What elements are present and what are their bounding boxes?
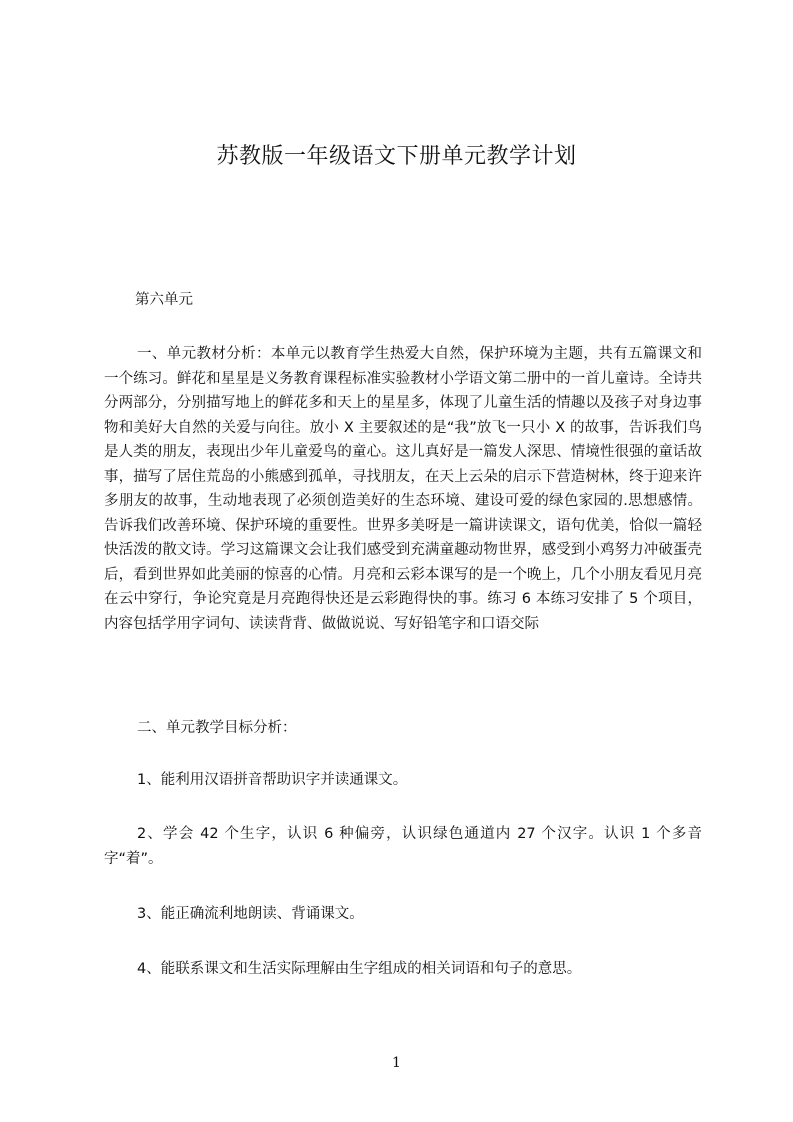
paragraph-goal-1: 1、能利用汉语拼音帮助识字并读通课文。 <box>137 772 408 788</box>
unit-label: 第六单元 <box>135 292 193 308</box>
paragraph-goal-3: 3、能正确流利地朗读、背诵课文。 <box>137 906 364 922</box>
paragraph-goal-4: 4、能联系课文和生活实际理解由生字组成的相关词语和句子的意思。 <box>137 961 582 977</box>
paragraph-goal-2: 2、学会 42 个生字，认识 6 种偏旁，认识绿色通道内 27 个汉字。认识 1 个多音字“着”。 <box>104 826 702 867</box>
paragraph-goals-heading: 二、单元教学目标分析： <box>137 720 297 736</box>
page-number: 1 <box>392 1055 401 1071</box>
document-title: 苏教版一年级语文下册单元教学计划 <box>216 144 577 169</box>
paragraph-unit-analysis: 一、单元教材分析：本单元以教育学生热爱大自然，保护环境为主题，共有五篇课文和一个练习。鲜花和星星是义务教育课程标准实验教材小学语文第二册中的一首儿童诗。全诗共分两部分，分别描写地上的鲜花多和天上的星星多，体现了儿童生活的情趣以及孩子对身边事物和美好大自然的关爱与向往。放小 X 主要叙述的是“我”放飞一只小 X 的故事，告诉我们鸟是人类的朋友，表现出少年儿童爱鸟的童心。这儿真好是一篇发人深思、情境性很强的童话故事，描写了居住荒岛的小熊感到孤单，寻找朋友，在天上云朵的启示下营造树林，终于迎来许多朋友的故事，生动地表现了必须创造美好的生态环境、建设可爱的绿色家园的.思想感情。告诉我们改善环境、保护环境的重要性。世界多美呀是一篇讲读课文，语句优美，恰似一篇轻快活泼的散文诗。学习这篇课文会让我们感受到充满童趣动物世界，感受到小鸡努力冲破蛋壳后，看到世界如此美丽的惊喜的心情。月亮和云彩本课写的是一个晚上，几个小朋友看见月亮在云中穿行，争论究竟是月亮跑得快还是云彩跑得快的事。练习 6 本练习安排了 5 个项目，内容包括学用字词句、读读背背、做做说说、写好铅笔字和口语交际 <box>104 346 702 632</box>
